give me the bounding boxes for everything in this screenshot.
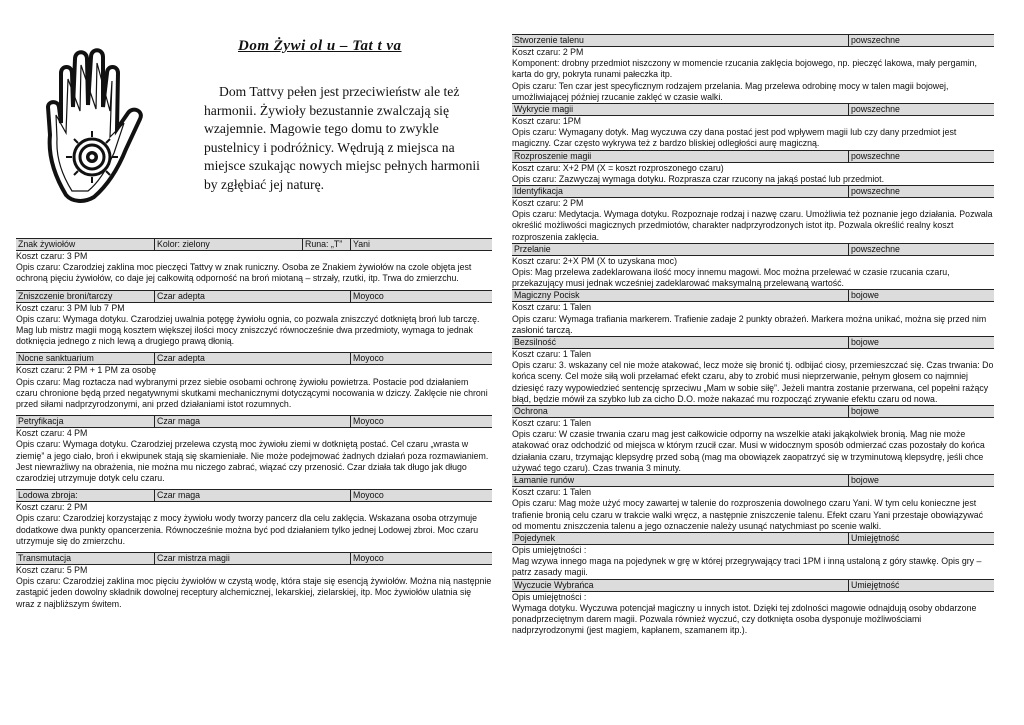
spell-school: Moyoco <box>350 490 492 501</box>
spell-header <box>512 405 994 418</box>
skill-type: Umiejętność <box>848 580 994 591</box>
spell-description: Opis czaru: Zazwyczaj wymaga dotyku. Rozprasza czar rzucony na jakąś postać lub przedmiot. <box>512 173 885 184</box>
page-title: Dom Żywi ol u – Tat t va <box>238 38 402 54</box>
spell-description: Opis czaru: Wymaga trafiania markerem. Trafienie zadaje 2 punkty obrażeń. Markera można unikać, można się przed nim zasłonić tarczą. <box>512 313 987 335</box>
spell-description: Opis czaru: Wymaga dotyku. Czarodziej uwalnia potęgę żywiołu ognia, co pozwala zniszczyć dotkniętą broń lub tarczę. Mag lub mistrz magii mogą kosztem większej ilości mocy zniszczyć równocześnie dwa przedmioty, wymaga to jednak dotknięcia jednego z nich lewą a drugiego prawą dłonią. <box>16 313 480 347</box>
spell-description: Opis czaru: Mag roztacza nad wybranymi przez siebie osobami ochronę żywiołu powietrza. Postacie pod działaniem czaru chronione będą przed negatywnymi skutkami mechanicznymi dotyczącymi nocowania w dziczy. Zaklęcie nie chroni przed siłami nadprzyrodzonymi, ani przed działaniami istot rozumnych. <box>16 376 488 410</box>
spell-block <box>512 243 994 290</box>
spell-rune: Runa: „T” <box>302 239 350 250</box>
spell-level: Czar adepta <box>154 353 350 364</box>
spell-description: Opis czaru: Wymagany dotyk. Mag wyczuwa czy dana postać jest pod wpływem magii lub czy dany przedmiot jest magiczny. Czar często wykrywa też z bardzo bliskiej odległości aurę magiczną. <box>512 127 957 149</box>
spell-description: Opis czaru: 3. wskazany cel nie może atakować, lecz może się bronić tj. odbijać ciosy, przemieszczać się. Czas trwania: Do końca sceny. Cel może siłą woli przełamać efekt czaru, aby to zrobić musi nieprzerwanie, pełnym głosem co najmniej dziesięć razy wypowiedzieć sentencję sprzeciwu „Mam w sobie siłę”. Jeżeli mantra zostanie przerwana, cel popełni rażący błąd, będzie mówił za szybko lub za cicho D.O. może nakazać mu rozpocząć zrywanie efektu czaru od nowa. <box>512 360 994 404</box>
spell-level: Czar maga <box>154 490 350 501</box>
spell-cost: Koszt czaru: 1 Talen <box>512 349 592 360</box>
spell-cost: Koszt czaru: 4 PM <box>16 428 88 439</box>
left-spell-list <box>16 238 492 615</box>
spell-cost: Koszt czaru: 2 PM <box>16 502 88 513</box>
spell-header <box>512 289 994 302</box>
skill-description: Wymaga dotyku. Wyczuwa potencjał magiczny u innych istot. Dzięki tej zdolności magowie odnajdują osoby obdarzone ponadprzeciętnym darem magii. Pozwala również wyczuć, czy dotknięta osoba dysponuje możliwościami nadprzyrodzonymi (jest magiem, kapłanem, szamanem itp.). <box>512 602 977 636</box>
spell-block <box>16 290 492 348</box>
spell-school: Yani <box>350 239 492 250</box>
spell-name: Rozproszenie magii <box>514 150 592 161</box>
spell-block <box>16 238 492 285</box>
spell-color: Kolor: zielony <box>154 239 302 250</box>
spell-cost: Koszt czaru: 1 Talen <box>512 487 592 498</box>
spell-block <box>16 415 492 484</box>
spell-header <box>16 489 492 502</box>
spell-school: Moyoco <box>350 291 492 302</box>
spell-cost: Koszt czaru: 2 PM <box>512 47 584 57</box>
spell-description: Opis czaru: Medytacja. Wymaga dotyku. Rozpoznaje rodzaj i nazwę czaru. Umożliwia też poznanie jego działania. Pozwala określić możliwości magicznych przedmiotów, charakter nadprzyrodzonych istot itp. Pozwala określić realny koszt rozproszenia zaklęcia. <box>512 209 993 242</box>
spell-description: Opis: Mag przelewa zadeklarowana ilość mocy innemu magowi. Moc można przelewać w czasie rzucania czaru, przekazujący musi jednak wcześniej zadeklarować maksymalną przelewaną wartość. <box>512 267 950 289</box>
spell-block <box>512 185 994 243</box>
spell-description: Opis czaru: Czarodziej zaklina moc pieczęci Tattvy w znak runiczny. Osoba ze Znakiem żywiołów na czole objęta jest ochroną pięciu żywiołów, co daje jej całkowitą odporność na broń miotaną – strzały, rzutki, itp. Trwa do zmierzchu. <box>16 262 472 284</box>
spell-block <box>16 352 492 410</box>
spell-type: powszechne <box>848 186 994 197</box>
spell-name: Transmutacja <box>18 553 71 564</box>
spell-type: powszechne <box>848 35 994 46</box>
spell-cost: Koszt czaru: X+2 PM (X = koszt rozproszonego czaru) <box>512 162 724 173</box>
spell-name: Petryfikacja <box>18 416 64 427</box>
spell-description: Opis czaru: Wymaga dotyku. Czarodziej przelewa czystą moc żywiołu ziemi w dotkniętą postać. Cel czaru „wrasta w ziemię” a jego ciało, broń i ekwipunek stają się skamieniałe. Nie może podejmować żadnych działań poza rozmawianiem. Jest niewrażliwy na obrażenia, nie można mu niczego zabrać, wiązać czy przenosić. Czar działa tak długo jak długo czarodziej utrzymuje dotyk celu czaru. <box>16 439 489 484</box>
spell-block <box>512 34 994 103</box>
spell-description: Opis czaru: Mag może użyć mocy zawartej w talenie do rozproszenia dowolnego czaru Yani. W tym celu konieczne jest trafienie bronią celu czaru w trakcie walki wręcz, a następnie zniszczenie talenu. Efekt czaru Yani przestaje obowiązywać od momentu zniszczenia talenu a jego oznaczenie należy usunąć natychmiast po scenie walki. <box>512 498 984 531</box>
spell-type: powszechne <box>848 104 994 115</box>
spell-component: Komponent: drobny przedmiot niszczony w momencie rzucania zaklęcia bojowego, np. pieczęć lakowa, mały pergamin, karta do gry, pokryta runami pałeczka itp. <box>512 58 977 80</box>
spell-header <box>512 34 994 47</box>
skill-name: Wyczucie Wybrańca <box>514 579 594 590</box>
skill-header <box>512 579 994 592</box>
tattva-hand-icon <box>44 45 154 203</box>
spell-header <box>512 185 994 198</box>
spell-header <box>512 103 994 116</box>
spell-cost: Koszt czaru: 2 PM <box>512 198 584 209</box>
spell-cost: Koszt czaru: 1 Talen <box>512 302 592 313</box>
spell-block <box>512 474 994 532</box>
spell-block <box>16 552 492 610</box>
spell-description: Opis czaru: Czarodziej zaklina moc pięciu żywiołów w czystą wodę, która staje się esencją żywiołów. Można nią następnie zastąpić jeden dowolny składnik dowolnej receptury alchemicznej, lekarskiej, zielarskiej, itp. Moc żywiołów ulatnia się wraz z najbliższym świtem. <box>16 576 492 609</box>
spell-school: Moyoco <box>350 416 492 427</box>
spell-cost: Koszt czaru: 3 PM lub 7 PM <box>16 302 125 313</box>
spell-cost: Koszt czaru: 1 Talen <box>512 418 592 429</box>
spell-name: Łamanie runów <box>514 475 575 486</box>
spell-header <box>16 238 492 251</box>
spell-name: Magiczny Pocisk <box>514 290 580 301</box>
spell-header <box>512 243 994 256</box>
spell-name: Przelanie <box>514 243 551 254</box>
spell-school: Moyoco <box>350 553 492 564</box>
spell-type: bojowe <box>848 337 994 348</box>
spell-name: Nocne sanktuarium <box>18 353 94 364</box>
spell-type: powszechne <box>848 151 994 162</box>
spell-description: Opis czaru: W czasie trwania czaru mag jest całkowicie odporny na wszelkie ataki jakąkolwiek bronią. Mag nie może atakować oraz odchodzić od miejsca w którym rzucił czar. Musi w widocznym sposób odmierzać czas pozostały do końca działania czaru, trzymając klepsydrę przed sobą (mag ma obowiązek zaopatrzyć się w trzyminutową klepsydrę, jeśli chce używać tego czaru). Czas trwania 3 minuty. <box>512 429 985 473</box>
right-spell-list <box>512 34 994 636</box>
spell-type: bojowe <box>848 475 994 486</box>
spell-type: bojowe <box>848 406 994 417</box>
skill-description: Mag wzywa innego maga na pojedynek w grę w której przegrywający traci 1PM i inną ustaloną z góry stawkę. Opis gry – patrz zasady magii. <box>512 556 982 578</box>
spell-type: bojowe <box>848 290 994 301</box>
spell-header <box>16 290 492 303</box>
spell-name: Lodowa zbroja: <box>18 490 78 501</box>
spell-header <box>16 552 492 565</box>
spell-block <box>512 103 994 150</box>
skill-block <box>512 532 994 579</box>
spell-name: Wykrycie magii <box>514 104 574 115</box>
intro-text: Dom Tattvy pełen jest przeciwieństw ale też harmonii. Żywioły bezustannie zwalczają się wzajemnie. Magowie tego domu to zwykle pustelnicy i podróżnicy. Wędrują z miejsca na miejsce szukając nowych miejsc pełnych harmonii by zgłębiać jej naturę. <box>204 84 480 192</box>
spell-block <box>512 289 994 336</box>
spell-name: Ochrona <box>514 406 548 417</box>
skill-name: Pojedynek <box>514 532 556 543</box>
spell-description: Opis czaru: Czarodziej korzystając z mocy żywiołu wody tworzy pancerz dla celu zaklęcia. Wskazana osoba otrzymuje dodatkowe dwa punkty opancerzenia. Równocześnie można być pod działaniem tylko jednej Lodowej zbroi. Moc czaru utrzymuje się do zmierzchu. <box>16 513 479 546</box>
spell-block <box>512 405 994 474</box>
skill-type: Umiejętność <box>848 533 994 544</box>
spell-name: Stworzenie talenu <box>514 35 584 45</box>
spell-header <box>16 415 492 428</box>
spell-level: Czar maga <box>154 416 350 427</box>
spell-block <box>512 336 994 405</box>
spell-name: Identyfikacja <box>514 186 563 197</box>
spell-level: Czar mistrza magii <box>154 553 350 564</box>
spell-header <box>512 474 994 487</box>
spell-header <box>16 352 492 365</box>
spell-block <box>16 489 492 547</box>
spell-school: Moyoco <box>350 353 492 364</box>
spell-cost: Koszt czaru: 1PM <box>512 116 581 127</box>
spell-description: Opis czaru: Ten czar jest specyficznym rodzajem przelania. Mag przelewa odrobinę mocy w talen magii bojowej, umożliwiającej później rzucanie zaklęć w czasie walki. <box>512 80 949 102</box>
spell-name: Znak żywiołów <box>18 239 76 249</box>
spell-cost: Koszt czaru: 2+X PM (X to uzyskana moc) <box>512 255 678 266</box>
spell-block <box>512 150 994 185</box>
spell-cost: Koszt czaru: 5 PM <box>16 565 88 576</box>
spell-type: powszechne <box>848 244 994 255</box>
skill-header <box>512 532 994 545</box>
spell-name: Zniszczenie broni/tarczy <box>18 290 113 301</box>
spell-level: Czar adepta <box>154 291 350 302</box>
skill-block <box>512 579 994 637</box>
spell-cost: Koszt czaru: 3 PM <box>16 251 88 261</box>
skill-label: Opis umiejętności : <box>512 591 587 602</box>
spell-header <box>512 336 994 349</box>
spell-cost: Koszt czaru: 2 PM + 1 PM za osobę <box>16 365 157 376</box>
spell-name: Bezsilność <box>514 337 557 348</box>
spell-header <box>512 150 994 163</box>
skill-label: Opis umiejętności : <box>512 544 587 555</box>
